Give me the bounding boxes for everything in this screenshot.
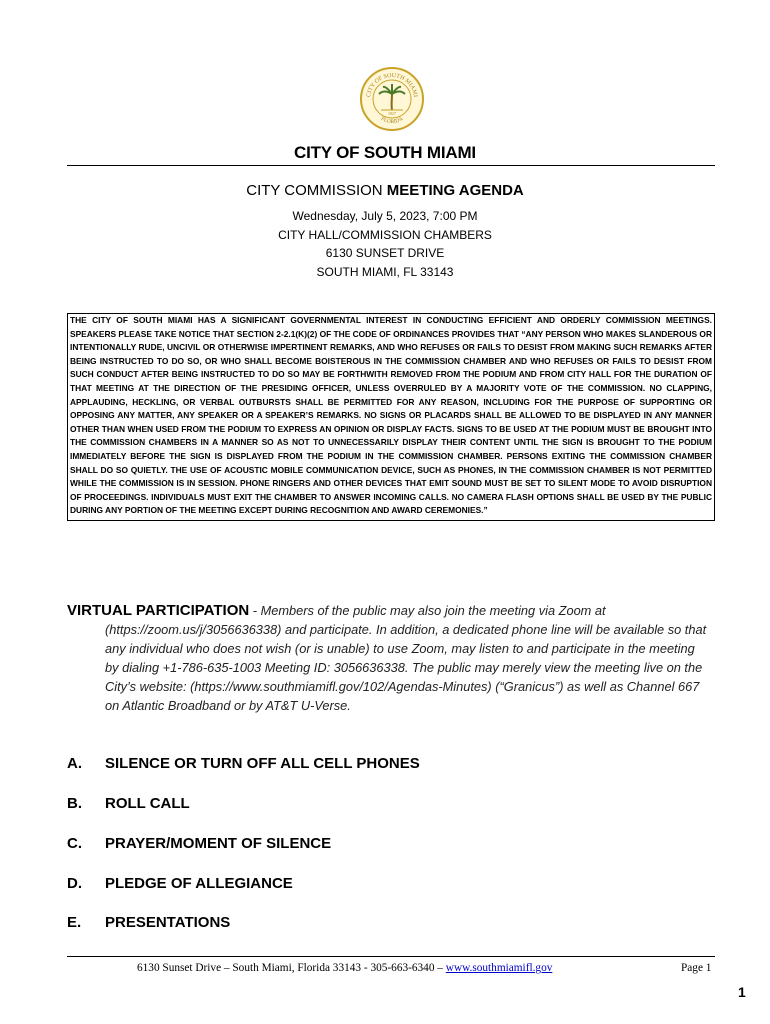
agenda-item-letter: E. — [67, 914, 82, 931]
footer-divider — [67, 956, 715, 957]
virtual-participation — [67, 601, 707, 715]
agenda-subtitle — [0, 182, 770, 199]
document-title: CITY OF SOUTH MIAMI — [294, 143, 476, 162]
page-number: 1 — [738, 984, 746, 1000]
agenda-item-label: ROLL CALL — [105, 795, 190, 812]
agenda-item-letter: A. — [67, 755, 82, 772]
seal-year: 1927 — [388, 111, 396, 116]
agenda-item-letter: B. — [67, 795, 82, 812]
virtual-participation-details: (https://zoom.us/j/3056636338) and participate. In addition, a dedicated phone line will be available so that any individual who does not wish (or is unable) to use Zoom, may listen to and participate in the meeting by dialing +1-786-635-1003 Meeting ID: 3056636338. The public may merely view the meeting live on the City’s website: (https://www.southmiamifl.gov/102/Agendas-Minutes) (“Granicus”) as well as Channel 667 on Atlantic Broadband or by AT&T U-Verse. — [105, 622, 707, 713]
virtual-participation-intro: - Members of the public may also join the meeting via Zoom at — [249, 603, 606, 618]
agenda-item-label: SILENCE OR TURN OFF ALL CELL PHONES — [105, 755, 420, 772]
website-link[interactable]: www.southmiamifl.gov — [445, 962, 553, 974]
virtual-participation-heading: VIRTUAL PARTICIPATION — [67, 602, 250, 619]
meeting-venue: CITY HALL/COMMISSION CHAMBERS — [278, 227, 492, 242]
agenda-item-label: PRESENTATIONS — [105, 914, 231, 931]
meeting-address-city: SOUTH MIAMI, FL 33143 — [316, 264, 454, 279]
footer-page-label: Page 1 — [681, 962, 712, 974]
seal-top-text: CITY OF SOUTH MIAMI — [366, 72, 418, 98]
meeting-address-street: 6130 SUNSET DRIVE — [325, 246, 445, 260]
subtitle-emphasis: MEETING AGENDA — [382, 182, 524, 199]
meeting-info — [0, 207, 770, 281]
meeting-date: Wednesday, July 5, 2023, 7:00 PM — [292, 209, 478, 223]
conduct-notice: THE CITY OF SOUTH MIAMI HAS A SIGNIFICANT GOVERNMENTAL INTEREST IN CONDUCTING EFFICIENT AND ORDERLY COMMISSION MEETINGS. SPEAKERS PLEASE TAKE NOTICE THAT SECTION 2-2.1(K)(2) OF THE CODE OF ORDINANCES PROVIDES THAT “ANY PERSON WHO MAKES SLANDEROUS OR INTENTIONALLY RUDE, UNCIVIL OR OTHERWISE IMPERTINENT REMARKS, AND WHO REFUSES OR FAILS TO DESIST FROM MAKING SUCH REMARKS AFTER BEING INSTRUCTED TO DO SO, OR WHO SHALL BECOME BOISTEROUS IN THE COMMISSION CHAMBER AND WHO REFUSES OR FAILS TO DESIST FROM SUCH CONDUCT AFTER BEING INSTRUCTED TO DO SO MAY BE FORTHWITH REMOVED FROM THE PODIUM AND FROM CITY HALL FOR THE DURATION OF THAT MEETING AT THE DIRECTION OF THE PRESIDING OFFICER, UNLESS OVERRULED BY A MAJORITY VOTE OF THE COMMISSION. NO CLAPPING, APPLAUDING, HECKLING, OR VERBAL OUTBURSTS SHALL BE PERMITTED FOR ANY REASON, INCLUDING FOR THE PURPOSE OF SUPPORTING OR OPPOSING ANY MATTER, ANY SPEAKER OR A SPEAKER’S REMARKS. NO SIGNS OR PLACARDS SHALL BE ALLOWED TO BE DISPLAYED IN ANY MANNER OTHER THAN WHEN USED FROM THE PODIUM TO EXPRESS AN OPINION OR DISPLAY FACTS. SIGNS TO BE USED AT THE PODIUM MUST BE BROUGHT INTO THE COMMISSION CHAMBERS IN A MANNER SO AS NOT TO UNNECESSARILY DISPLAY THEIR CONTENT UNTIL THE SIGN IS BROUGHT TO THE PODIUM IMMEDIATELY BEFORE THE SIGN IS DISPLAYED FROM THE PODIUM IN THE COMMISSION CHAMBER. PERSONS EXITING THE COMMISSION CHAMBER SHALL DO SO QUIETLY. THE USE OF ACOUSTIC MOBILE COMMUNICATION DEVICE, SUCH AS PHONES, IN THE COMMISSION CHAMBER IS NOT PERMITTED WHILE THE COMMISSION IS IN SESSION. PHONE RINGERS AND OTHER DEVICES THAT EMIT SOUND MUST BE SET TO SILENT MODE TO AVOID DISRUPTION OF PROCEEDINGS. INDIVIDUALS MUST EXIT THE CHAMBER TO ANSWER INCOMING CALLS. NO CAMERA FLASH OPTIONS SHALL BE USED BY THE PUBLIC DURING ANY PORTION OF THE MEETING EXCEPT DURING RECOGNITION AND AWARD CEREMONIES.” — [67, 313, 715, 521]
subtitle-body: CITY COMMISSION — [246, 182, 383, 199]
agenda-item-letter: D. — [67, 875, 82, 892]
footer-contact: 6130 Sunset Drive – South Miami, Florida 33143 - 305-663-6340 – — [137, 962, 446, 974]
agenda-item-letter: C. — [67, 835, 82, 852]
title-divider — [67, 165, 715, 166]
footer-address — [137, 962, 552, 974]
agenda-item-label: PLEDGE OF ALLEGIANCE — [105, 875, 293, 892]
city-seal — [359, 66, 425, 132]
agenda-item-label: PRAYER/MOMENT OF SILENCE — [105, 835, 332, 852]
seal-bottom-text: FLORIDA — [379, 116, 405, 126]
